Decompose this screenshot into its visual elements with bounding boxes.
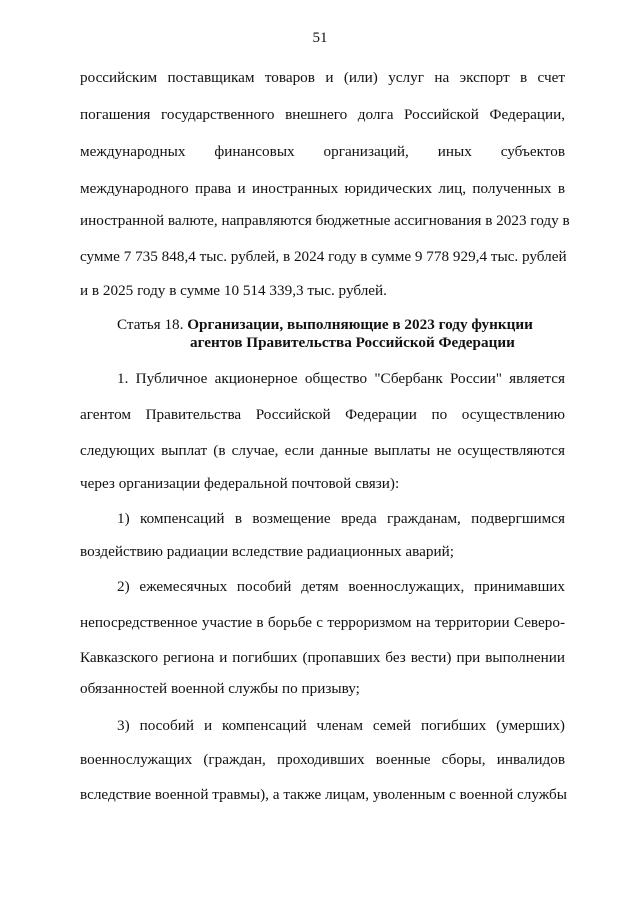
article-title: Организации, выполняющие в 2023 году функции <box>187 316 533 333</box>
text-line: и в 2025 году в сумме 10 514 339,3 тыс. рублей. <box>80 282 387 299</box>
text-line: агентом Правительства Российской Федерации по осуществлению <box>80 406 565 423</box>
article-heading <box>117 315 567 334</box>
text-line: 2) ежемесячных пособий детям военнослужащих, принимавших <box>117 578 565 595</box>
text-line: 1) компенсаций в возмещение вреда гражданам, подвергшимся <box>117 510 565 527</box>
text-line: через организации федеральной почтовой связи): <box>80 475 400 492</box>
text-line: 3) пособий и компенсаций членам семей погибших (умерших) <box>117 717 565 734</box>
text-line: воздействию радиации вследствие радиационных аварий; <box>80 543 454 560</box>
article-label: Статья 18. <box>117 316 184 333</box>
text-line: сумме 7 735 848,4 тыс. рублей, в 2024 году в сумме 9 778 929,4 тыс. рублей <box>80 248 567 265</box>
text-line: военнослужащих (граждан, проходивших военные сборы, инвалидов <box>80 751 565 768</box>
article-title-continued: агентов Правительства Российской Федерации <box>190 334 515 351</box>
page-number: 51 <box>312 30 328 46</box>
text-line: Кавказского региона и погибших (пропавших без вести) при выполнении <box>80 649 565 666</box>
text-line: непосредственное участие в борьбе с терроризмом на территории Северо- <box>80 614 565 631</box>
text-line: международного права и иностранных юридических лиц, полученных в <box>80 180 565 197</box>
text-line: российским поставщикам товаров и (или) услуг на экспорт в счет <box>80 69 565 86</box>
text-line: вследствие военной травмы), а также лицам, уволенным с военной службы <box>80 786 567 803</box>
text-line: следующих выплат (в случае, если данные выплаты не осуществляются <box>80 442 565 459</box>
text-line: иностранной валюте, направляются бюджетные ассигнования в 2023 году в <box>80 212 570 229</box>
text-line: международных финансовых организаций, иных субъектов <box>80 143 565 160</box>
text-line: погашения государственного внешнего долга Российской Федерации, <box>80 106 565 123</box>
text-line: обязанностей военной службы по призыву; <box>80 680 360 697</box>
text-line: 1. Публичное акционерное общество "Сбербанк России" является <box>117 370 565 387</box>
